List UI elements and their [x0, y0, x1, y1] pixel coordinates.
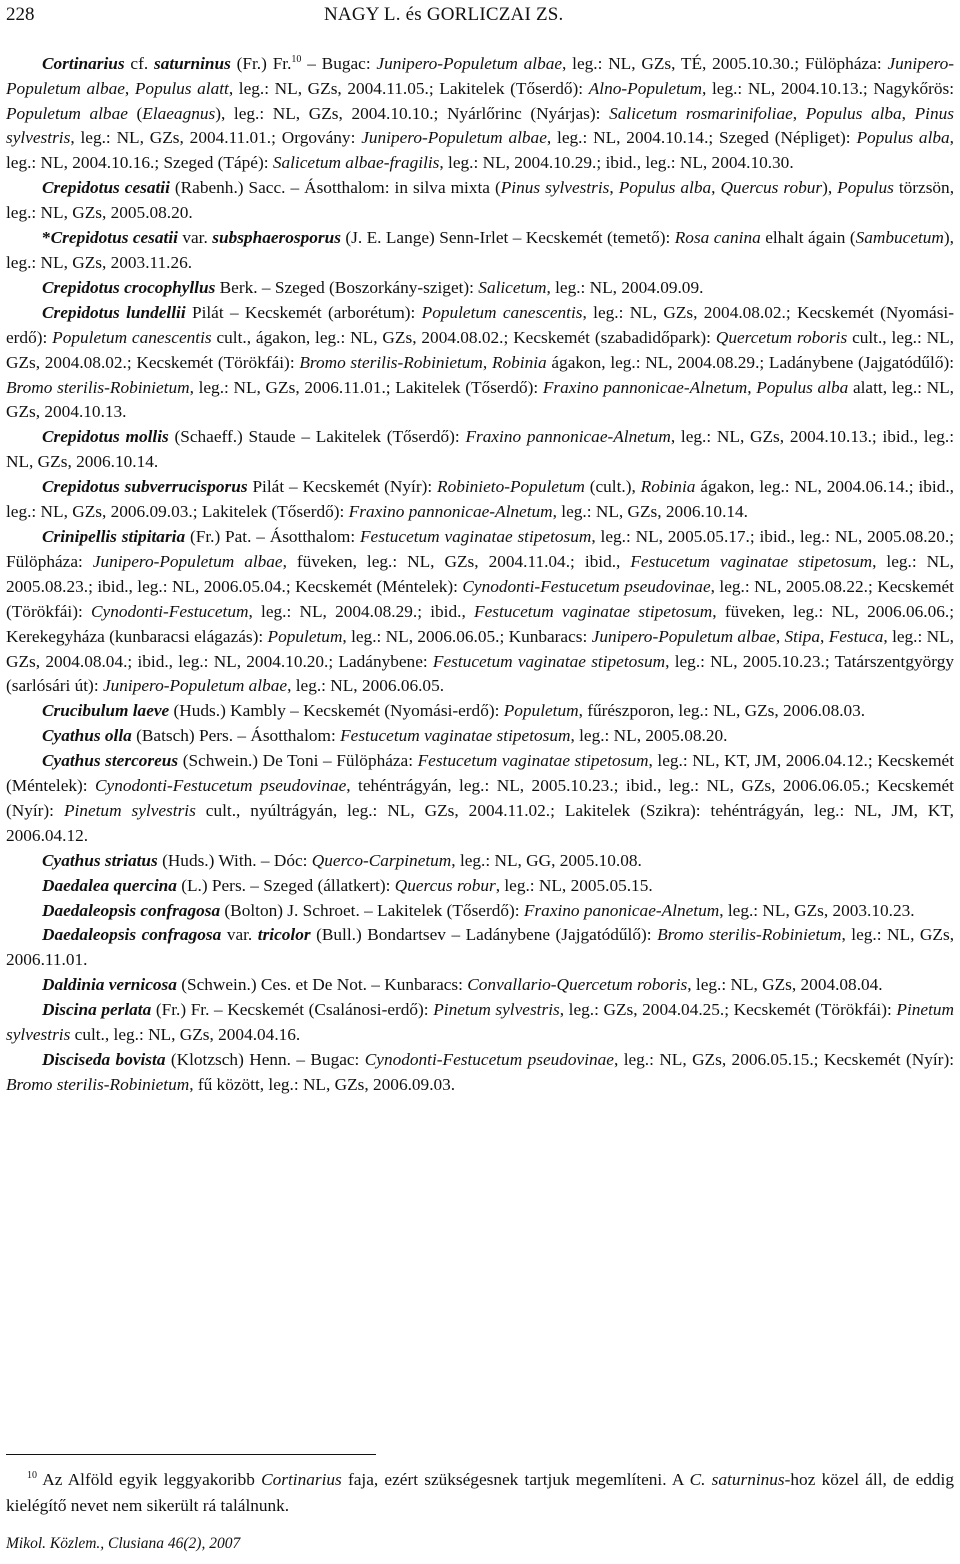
page-number: 228: [6, 4, 35, 25]
species-entry: Cyathus olla (Batsch) Pers. – Ásotthalom: Festucetum vaginatae stipetosum, leg.: NL, 2005.08.20.: [42, 726, 728, 746]
page-header: [6, 4, 954, 28]
species-entry: Daedaleopsis confragosa var. tricolor (Bull.) Bondartsev – Ladánybene (Jajgatódűlő): Bromo sterilis-Robinietum, leg.: NL, GZs, 2006.11.01.: [6, 925, 955, 970]
species-entry: Daedalea quercina (L.) Pers. – Szeged (állatkert): Quercus robur, leg.: NL, 2005.05.15.: [42, 875, 653, 895]
species-list: [6, 48, 954, 1098]
footnote-text: Az Alföld egyik leggyakoribb Cortinarius faja, ezért szükségesnek tartjuk megemlíteni. A C. saturninus-hoz közel áll, de eddig kielégítő nevet nem sikerült rá találnunk.: [6, 1469, 954, 1515]
species-entry: Crinipellis stipitaria (Fr.) Pat. – Ásotthalom: Festucetum vaginatae stipetosum, leg.: NL, 2005.05.17.; ibid., leg.: NL, 2005.08.20.; Fülöpháza: Junipero-Populetum albae, füveken, leg.: NL, GZs, 2004.11.04.; ibid., Festucetum vaginatae stipetosum, leg.: NL, 2005.08.23.; ibid., leg.: NL, 2006.05.04.; Kecskemét (Méntelek): Cynodonti-Festucetum pseudovinae, leg.: NL, 2005.08.22.; Kecskemét (Törökfái): Cynodonti-Festucetum, leg.: NL, 2004.08.29.; ibid., Festucetum vaginatae stipetosum, füveken, leg.: NL, 2006.06.06.; Kerekegyháza (kunbaracsi elágazás): Populetum, leg.: NL, 2006.06.05.; Kunbaracs: Junipero-Populetum albae, Stipa, Festuca, leg.: NL, GZs, 2004.08.04.; ibid., leg.: NL, 2004.10.20.; Ladánybene: Festucetum vaginatae stipetosum, leg.: NL, 2005.10.23.; Tatárszentgyörgy (sarlósári út): Junipero-Populetum albae, leg.: NL, 2006.06.05.: [6, 526, 955, 696]
species-entry: Cyathus stercoreus (Schwein.) De Toni – Fülöpháza: Festucetum vaginatae stipetosum, leg.: NL, KT, JM, 2006.04.12.; Kecskemét (Méntelek): Cynodonti-Festucetum pseudovinae, tehéntrágyán, leg.: NL, 2005.10.23.; ibid., leg.: NL, GZs, 2006.06.05.; Kecskemét (Nyír): Pinetum sylvestris cult., nyúltrágyán, leg.: NL, GZs, 2004.11.02.; Lakitelek (Szikra): tehéntrágyán, leg.: NL, JM, KT, 2006.04.12.: [6, 751, 954, 845]
species-entry: *Crepidotus cesatii var. subsphaerosporus (J. E. Lange) Senn-Irlet – Kecskemét (temető): Rosa canina elhalt ágain (Sambucetum), leg.: NL, GZs, 2003.11.26.: [6, 228, 954, 273]
species-entry: Daldinia vernicosa (Schwein.) Ces. et De Not. – Kunbaracs: Convallario-Quercetum roboris, leg.: NL, GZs, 2004.08.04.: [42, 975, 883, 995]
species-entry: Cyathus striatus (Huds.) With. – Dóc: Querco-Carpinetum, leg.: NL, GG, 2005.10.08.: [42, 850, 642, 870]
species-entry: Crepidotus subverrucisporus Pilát – Kecskemét (Nyír): Robinieto-Populetum (cult.), Robinia ágakon, leg.: NL, 2004.06.14.; ibid., leg.: NL, GZs, 2006.09.03.; Lakitelek (Tőserdő): Fraxino pannonicae-Alnetum, leg.: NL, GZs, 2006.10.14.: [6, 477, 954, 522]
species-entry: Crepidotus lundellii Pilát – Kecskemét (arborétum): Populetum canescentis, leg.: NL, GZs, 2004.08.02.; Kecskemét (Nyomási-erdő): Populetum canescentis cult., ágakon, leg.: NL, GZs, 2004.08.02.; Kecskemét (szabadidőpark): Quercetum roboris cult., leg.: NL, GZs, 2004.08.02.; Kecskemét (Törökfái): Bromo sterilis-Robinietum, Robinia ágakon, leg.: NL, 2004.08.29.; Ladánybene (Jajgatódűlő): Bromo sterilis-Robinietum, leg.: NL, GZs, 2006.11.01.; Lakitelek (Tőserdő): Fraxino pannonicae-Alnetum, Populus alba alatt, leg.: NL, GZs, 2004.10.13.: [6, 302, 955, 422]
footnote-marker: 10: [27, 1470, 37, 1481]
species-entry: Crepidotus cesatii (Rabenh.) Sacc. – Ásotthalom: in silva mixta (Pinus sylvestris, Populus alba, Quercus robur), Populus törzsön, leg.: NL, GZs, 2005.08.20.: [6, 178, 955, 223]
species-entry: Crepidotus crocophyllus Berk. – Szeged (Boszorkány-sziget): Salicetum, leg.: NL, 2004.09.09.: [42, 277, 704, 297]
species-entry: Daedaleopsis confragosa (Bolton) J. Schroet. – Lakitelek (Tőserdő): Fraxino panonicae-Alnetum, leg.: NL, GZs, 2003.10.23.: [42, 900, 915, 920]
species-entry: Crepidotus mollis (Schaeff.) Staude – Lakitelek (Tőserdő): Fraxino pannonicae-Alnetum, leg.: NL, GZs, 2004.10.13.; ibid., leg.: NL, GZs, 2006.10.14.: [6, 427, 955, 472]
footnote: [6, 1463, 954, 1519]
journal-footer: Mikol. Közlem., Clusiana 46(2), 2007: [6, 1535, 241, 1552]
species-entry: Discina perlata (Fr.) Fr. – Kecskemét (Csalánosi-erdő): Pinetum sylvestris, leg.: GZs, 2004.04.25.; Kecskemét (Törökfái): Pinetum sylvestris cult., leg.: NL, GZs, 2004.04.16.: [6, 1000, 954, 1045]
footnote-rule: [6, 1454, 376, 1455]
running-title: NAGY L. és GORLICZAI ZS.: [324, 4, 564, 25]
species-entry: Cortinarius cf. saturninus (Fr.) Fr.$^{10}$ – Bugac: Junipero-Populetum albae, leg.: NL, GZs, TÉ, 2005.10.30.; Fülöpháza: Junipero-Populetum albae, Populus alatt, leg.: NL, GZs, 2004.11.05.; Lakitelek (Tőserdő): Alno-Populetum, leg.: NL, 2004.10.13.; Nagykőrös: Populetum albae (Elaeagnus), leg.: NL, GZs, 2004.10.10.; Nyárlőrinc (Nyárjas): Salicetum rosmarinifoliae, Populus alba, Pinus sylvestris, leg.: NL, GZs, 2004.11.01.; Orgovány: Junipero-Populetum albae, leg.: NL, 2004.10.14.; Szeged (Népliget): Populus alba, leg.: NL, 2004.10.16.; Szeged (Tápé): Salicetum albae-fragilis, leg.: NL, 2004.10.29.; ibid., leg.: NL, 2004.10.30.: [6, 53, 955, 173]
species-entry: Crucibulum laeve (Huds.) Kambly – Kecskemét (Nyomási-erdő): Populetum, fűrészporon, leg.: NL, GZs, 2006.08.03.: [42, 701, 866, 721]
species-entry: Disciseda bovista (Klotzsch) Henn. – Bugac: Cynodonti-Festucetum pseudovinae, leg.: NL, GZs, 2006.05.15.; Kecskemét (Nyír): Bromo sterilis-Robinietum, fű között, leg.: NL, GZs, 2006.09.03.: [6, 1050, 954, 1094]
